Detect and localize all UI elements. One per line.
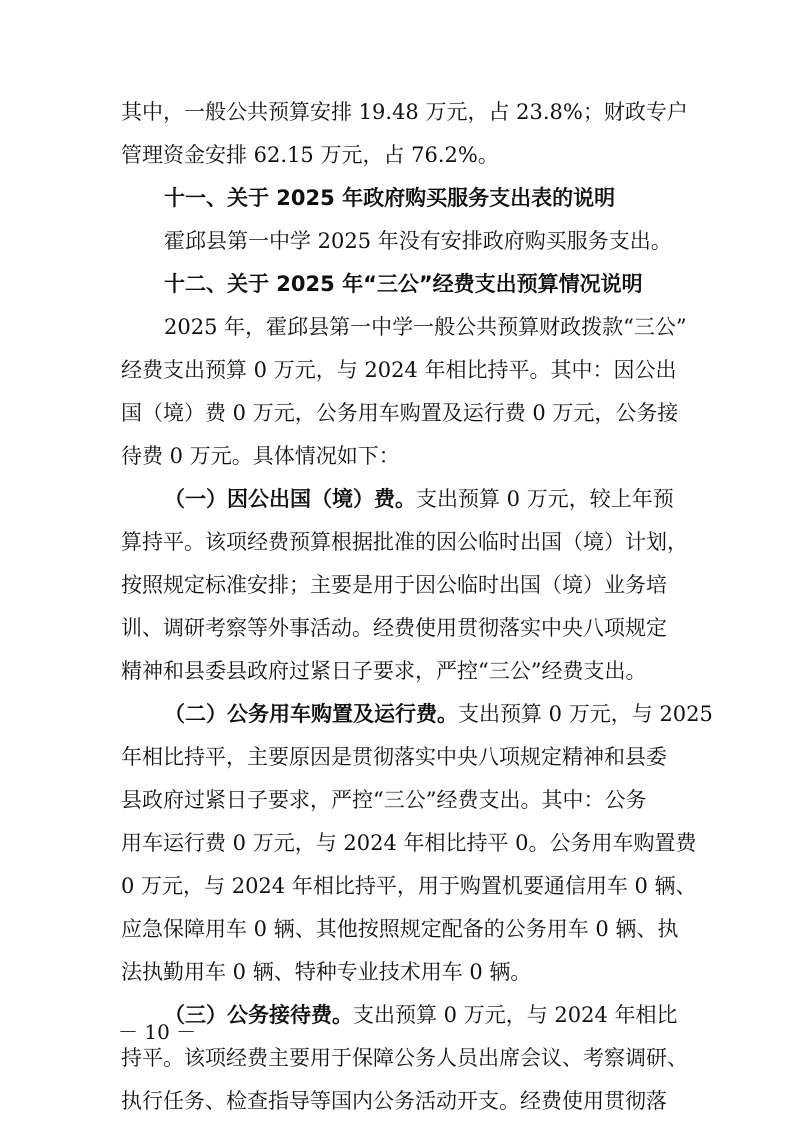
line-text: 训、调研考察等外事活动。经费使用贯彻落实中央八项规定: [121, 616, 667, 640]
section-heading-12: [164, 269, 681, 299]
heading-text: 十一、关于 2025 年政府购买服务支出表的说明: [164, 186, 616, 210]
line-text: 经费支出预算 0 万元，与 2024 年相比持平。其中：因公出: [121, 358, 677, 382]
paragraph-line-10: [121, 613, 681, 643]
line-text: 霍邱县第一中学 2025 年没有安排政府购买服务支出。: [164, 229, 672, 253]
line-text: 国（境）费 0 万元，公务用车购置及运行费 0 万元，公务接: [121, 401, 679, 425]
paragraph-line-7: [121, 441, 681, 471]
line-text: 支出预算 0 万元，与 2025: [458, 702, 713, 726]
paragraph-line-17: [121, 957, 681, 987]
line-text: 按照规定标准安排；主要是用于因公临时出国（境）业务培: [121, 573, 667, 597]
paragraph-line-19: [121, 1086, 681, 1116]
paragraph-line-14: [121, 828, 697, 858]
paragraph-line-2: [121, 140, 681, 170]
line-text: 应急保障用车 0 辆、其他按照规定配备的公务用车 0 辆、执: [121, 917, 679, 941]
subsection-title: （二）公务用车购置及运行费。: [164, 701, 458, 726]
paragraph-line-16: [121, 914, 681, 944]
line-text: 执行任务、检查指导等国内公务活动开支。经费使用贯彻落: [121, 1089, 667, 1113]
line-text: 年相比持平，主要原因是贯彻落实中央八项规定精神和县委: [121, 745, 667, 769]
paragraph-line-12: [121, 742, 681, 772]
paragraph-line-15: [121, 871, 697, 901]
paragraph-line-3: [164, 226, 681, 256]
subsection-title: （三）公务接待费。: [164, 1002, 353, 1027]
heading-text: 十二、关于 2025 年“三公”经费支出预算情况说明: [164, 272, 643, 296]
line-text: 管理资金安排 62.15 万元，占 76.2%。: [121, 143, 499, 167]
line-text: 其中，一般公共预算安排 19.48 万元，占 23.8%；财政专户: [121, 100, 688, 124]
paragraph-line-8: [121, 527, 688, 557]
line-text: 待费 0 万元。具体情况如下：: [121, 444, 400, 468]
line-text: 持平。该项经费主要用于保障公务人员出席会议、考察调研、: [121, 1046, 688, 1070]
paragraph-line-18: [121, 1043, 688, 1073]
subsection-line-3: [164, 1000, 681, 1030]
line-text: 支出预算 0 万元，较上年预: [416, 487, 674, 511]
subsection-line-2: [164, 699, 713, 729]
paragraph-line-11: [121, 656, 681, 686]
section-heading-11: [164, 183, 681, 213]
paragraph-line-13: [121, 785, 681, 815]
subsection-line-1: [164, 484, 681, 514]
line-text: 县政府过紧日子要求，严控“三公”经费支出。其中：公务: [121, 788, 647, 812]
line-text: 法执勤用车 0 辆、特种专业技术用车 0 辆。: [121, 960, 532, 984]
line-text: 支出预算 0 万元，与 2024 年相比: [353, 1003, 678, 1027]
line-text: 精神和县委县政府过紧日子要求，严控“三公”经费支出。: [121, 659, 647, 683]
paragraph-line-4: [164, 312, 687, 342]
page-number: － 10 －: [118, 1020, 197, 1044]
line-text: 用车运行费 0 万元，与 2024 年相比持平 0。公务用车购置费: [121, 831, 697, 855]
paragraph-line-1: [121, 97, 688, 127]
paragraph-line-6: [121, 398, 681, 428]
line-text: 算持平。该项经费预算根据批准的因公临时出国（境）计划，: [121, 530, 688, 554]
subsection-title: （一）因公出国（境）费。: [164, 486, 416, 511]
line-text: 0 万元，与 2024 年相比持平，用于购置机要通信用车 0 辆、: [121, 874, 697, 898]
paragraph-line-5: [121, 355, 681, 385]
paragraph-line-9: [121, 570, 681, 600]
line-text: 2025 年，霍邱县第一中学一般公共预算财政拨款“三公”: [164, 315, 687, 339]
